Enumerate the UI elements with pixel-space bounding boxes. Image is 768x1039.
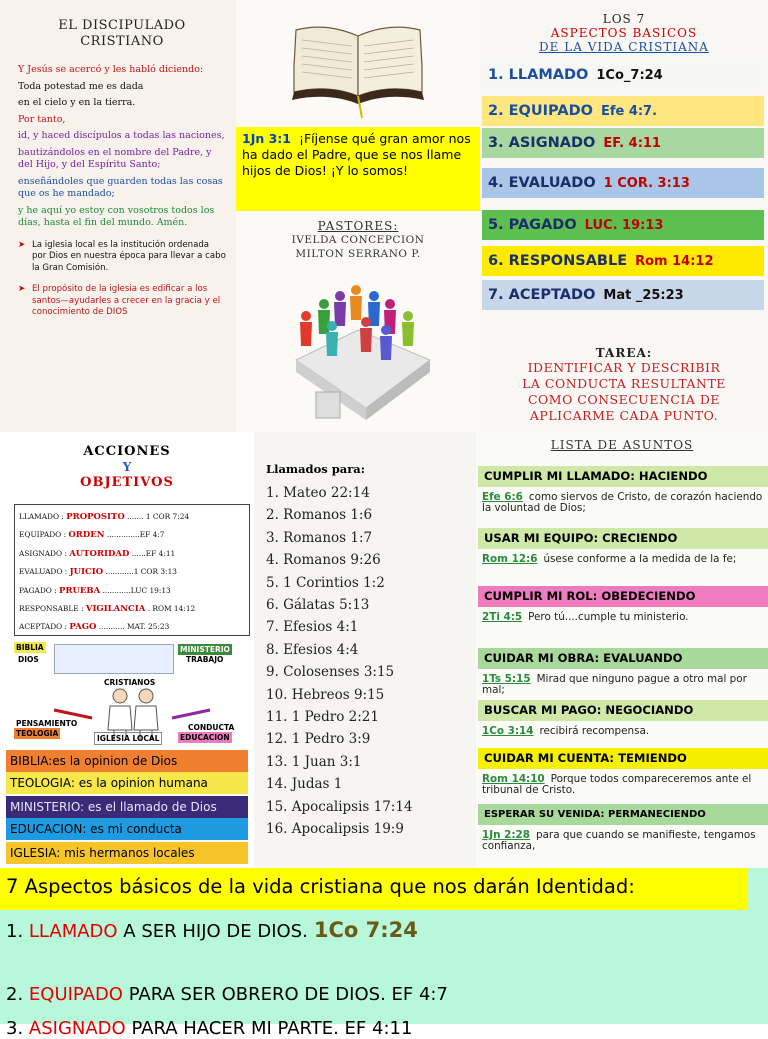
asunto-text: Pero tú....cumple tu ministerio.: [528, 611, 689, 623]
aspecto-item: [482, 168, 764, 198]
diagram-cristianos: CRISTIANOS: [104, 678, 156, 687]
person-figure-icon: [402, 311, 414, 346]
asunto-detail: [482, 554, 764, 565]
asunto-text: Mirad que ninguno pague a otro mal por mal;: [482, 673, 747, 696]
objetivo-name: AUTORIDAD: [69, 548, 130, 559]
asunto-text: úsese conforme a la medida de la fe;: [543, 553, 737, 565]
verse-text: ¡Fíjense qué gran amor nos ha dado el Padre, que se nos llame hijos de Dios! ¡Y lo somos!: [242, 131, 471, 178]
aspecto-item: [482, 60, 764, 90]
pastores-label: PASTORES:: [317, 219, 399, 233]
aspectos-subtitle: ASPECTOS BASICOS: [550, 26, 698, 40]
llamado-reference: 5. 1 Corintios 1:2: [266, 574, 385, 591]
identidad-section: [0, 868, 768, 1039]
aspecto-name: 2. EQUIPADO: [488, 103, 593, 119]
definition-band: TEOLOGIA: es la opinion humana: [6, 772, 248, 794]
identidad-text: PARA SER OBRERO DE DIOS. EF 4:7: [122, 984, 448, 1005]
verse-line: Toda potestad me es dada: [18, 80, 144, 92]
identidad-text: PARA HACER MI PARTE. EF 4:11: [125, 1018, 413, 1039]
asuntos-title: LISTA DE ASUNTOS: [550, 438, 694, 452]
aspectos-title: LOS 7: [602, 12, 646, 26]
asunto-reference: Rom 14:10: [482, 773, 545, 785]
aspecto-name: 1. LLAMADO: [488, 67, 589, 83]
accion-row: [19, 526, 245, 544]
verse-line: id, y haced discípulos a todas las naciones,: [18, 130, 225, 141]
identidad-number: 2.: [6, 984, 29, 1005]
bullet-text: La iglesia local es la institución ordenada por Dios en nuestra época para llevar a cabo la Gran Comisión.: [32, 239, 226, 273]
verse-box: [236, 127, 480, 211]
asunto-text: recibirá recompensa.: [539, 725, 650, 737]
identidad-heading: 7 Aspectos básicos de la vida cristiana que nos darán Identidad:: [0, 868, 748, 910]
objetivos-title: OBJETIVOS: [80, 475, 174, 490]
aspecto-reference: Rom 14:12: [635, 253, 714, 269]
accion-row: [19, 545, 245, 563]
accion-reference: . ROM 14:12: [145, 604, 196, 614]
llamado-reference: 11. 1 Pedro 2:21: [266, 709, 379, 726]
llamado-reference: 16. Apocalipsis 19:9: [266, 821, 404, 838]
aspecto-reference: Mat _25:23: [603, 287, 684, 303]
asunto-reference: 1Co 3:14: [482, 725, 534, 737]
verse-line: bautizándolos en el nombre del Padre, y del Hijo, y del Espíritu Santo;: [18, 146, 212, 170]
identidad-keyword: EQUIPADO: [28, 984, 123, 1005]
person-figure-icon: [300, 311, 312, 346]
objetivo-name: PRUEBA: [59, 585, 101, 596]
identidad-number: 1.: [6, 921, 29, 942]
objetivo-name: ORDEN: [68, 530, 105, 541]
asunto-heading: USAR MI EQUIPO: CRECIENDO: [478, 528, 768, 549]
acciones-title: ACCIONES: [83, 444, 171, 459]
person-figure-icon: [326, 321, 338, 356]
arrow-bullet-icon: ➤: [18, 239, 26, 250]
diagram-trabajo: TRABAJO: [186, 655, 224, 664]
llamado-reference: 14. Judas 1: [266, 776, 343, 793]
asunto-heading: CUMPLIR MI ROL: OBEDECIENDO: [478, 586, 768, 607]
diagram-ministerio: MINISTERIO: [180, 645, 230, 654]
asunto-heading: CUIDAR MI OBRA: EVALUANDO: [478, 648, 768, 669]
asunto-text: Porque todos compareceremos ante el tribunal de Cristo.: [482, 773, 752, 796]
accion-name: ASIGNADO :: [19, 548, 70, 558]
aspecto-item: [482, 280, 764, 310]
objetivo-name: PROPOSITO: [66, 512, 125, 522]
person-figure-icon: [334, 291, 346, 326]
accion-name: PAGADO :: [19, 585, 60, 595]
identidad-keyword: LLAMADO: [28, 921, 118, 942]
accion-name: RESPONSABLE :: [19, 604, 86, 614]
identidad-line: [6, 984, 448, 1005]
asunto-heading: BUSCAR MI PAGO: NEGOCIANDO: [478, 700, 768, 721]
identidad-line: [6, 918, 418, 942]
diagram-iglesia-local: IGLESIA LOCAL: [94, 732, 162, 745]
llamados-list: [266, 482, 476, 841]
aspecto-reference: 1Co_7:24: [596, 67, 663, 83]
accion-reference: ....... 1 COR 7:24: [124, 512, 190, 521]
asunto-detail: [482, 830, 764, 852]
definition-band: IGLESIA: mis hermanos locales: [6, 842, 248, 864]
diagram-biblia: BIBLIA: [16, 643, 44, 652]
aspecto-item: [482, 96, 764, 126]
person-figure-icon: [350, 285, 362, 320]
asunto-reference: Rom 12:6: [482, 553, 538, 565]
aspecto-name: 7. ACEPTADO: [488, 287, 596, 303]
bullet-item: [18, 284, 226, 319]
verse-line: en el cielo y en la tierra.: [18, 97, 136, 108]
definition-band: BIBLIA:es la opinion de Dios: [6, 750, 248, 772]
accion-row: [19, 582, 245, 600]
asunto-heading: CUIDAR MI CUENTA: TEMIENDO: [478, 748, 768, 769]
accion-reference: ......EF 4:11: [129, 548, 176, 558]
asunto-detail: [482, 774, 764, 796]
accion-row: [19, 508, 245, 526]
accion-reference: ............LUC 19:13: [100, 585, 171, 595]
objetivo-name: JUICIO: [69, 567, 104, 578]
diagram-dios: DIOS: [18, 655, 39, 664]
asunto-heading: CUMPLIR MI LLAMADO: HACIENDO: [478, 466, 768, 487]
llamado-reference: 3. Romanos 1:7: [266, 529, 373, 546]
aspectos-panel: [480, 0, 768, 432]
aspecto-item: [482, 128, 764, 158]
asunto-detail: [482, 674, 764, 696]
accion-reference: ............1 COR 3:13: [103, 567, 177, 577]
verse-reference: 1Jn 3:1: [242, 131, 291, 146]
open-bible-icon: [236, 0, 480, 124]
accion-reference: ..............EF 4:7: [104, 530, 165, 540]
tarea-block: [480, 346, 768, 424]
diagram-pensamiento: PENSAMIENTO: [16, 719, 78, 728]
llamado-reference: 2. Romanos 1:6: [266, 507, 373, 524]
accion-name: EQUIPADO :: [19, 530, 69, 540]
llamado-reference: 10. Hebreos 9:15: [266, 686, 385, 703]
aspecto-reference: Efe 4:7.: [600, 103, 658, 119]
asunto-reference: 1Jn 2:28: [482, 829, 530, 841]
identidad-reference: 1Co 7:24: [313, 918, 418, 942]
identidad-keyword: ASIGNADO: [28, 1018, 126, 1039]
aspecto-reference: EF. 4:11: [603, 135, 661, 151]
verse-line: Y Jesús se acercó y les habló diciendo:: [18, 64, 204, 75]
great-commission-text: [18, 64, 226, 230]
aspecto-name: 6. RESPONSABLE: [488, 253, 628, 269]
aspecto-name: 3. ASIGNADO: [488, 135, 596, 151]
church-purpose-list: [18, 240, 226, 319]
accion-row: [19, 563, 245, 581]
tarea-line: IDENTIFICAR Y DESCRIBIR: [527, 360, 721, 375]
asunto-heading: ESPERAR SU VENIDA: PERMANECIENDO: [478, 804, 768, 825]
asunto-reference: 2Ti 4:5: [482, 611, 523, 623]
accion-reference: ........... MAT. 25:23: [96, 622, 170, 632]
verse-line: y he aquí yo estoy con vosotros todos los días, hasta el fin del mundo. Amén.: [18, 204, 215, 228]
discipulado-title: EL DISCIPULADO CRISTIANO: [58, 18, 186, 49]
aspecto-name: 4. EVALUADO: [488, 175, 596, 191]
llamado-reference: 1. Mateo 22:14: [266, 485, 370, 501]
asunto-detail: [482, 612, 764, 623]
acciones-title-y: Y: [122, 460, 132, 474]
tarea-label: TAREA:: [595, 346, 653, 360]
accion-row: [19, 600, 245, 618]
asunto-reference: 1Ts 5:15: [482, 673, 531, 685]
asunto-detail: [482, 726, 764, 737]
aspectos-subtitle-2: DE LA VIDA CRISTIANA: [539, 40, 709, 54]
llamado-reference: 6. Gálatas 5:13: [266, 597, 370, 614]
identidad-text: A SER HIJO DE DIOS.: [117, 921, 308, 942]
tarea-line: LA CONDUCTA RESULTANTE: [522, 376, 726, 391]
llamados-title: Llamados para:: [266, 462, 365, 476]
llamado-reference: 13. 1 Juan 3:1: [266, 753, 362, 770]
acciones-table: [14, 504, 250, 636]
arrow-bullet-icon: ➤: [18, 284, 26, 294]
accion-name: LLAMADO :: [19, 512, 67, 521]
tarea-text: [480, 360, 768, 424]
aspecto-name: 5. PAGADO: [488, 217, 577, 233]
discipulado-panel: [0, 0, 236, 432]
objetivo-name: PAGO: [69, 622, 97, 633]
llamado-reference: 15. Apocalipsis 17:14: [266, 798, 413, 815]
objetivo-name: VIGILANCIA: [85, 604, 146, 615]
identidad-line: [6, 1018, 412, 1039]
verse-line: Por tanto,: [18, 113, 66, 125]
verse-line: enseñándoles que guarden todas las cosas que os he mandado;: [18, 175, 223, 199]
tarea-line: APLICARME CADA PUNTO.: [529, 408, 719, 423]
identidad-number: 3.: [6, 1018, 29, 1039]
bullet-text: El propósito de la iglesia es edificar a los santos—ayudarles a crecer en la gracia y el conocimiento de DIOS: [32, 284, 221, 317]
accion-name: ACEPTADO :: [19, 622, 70, 632]
llamados-panel: [254, 432, 476, 868]
person-figure-icon: [360, 317, 372, 352]
accion-name: EVALUADO :: [19, 567, 70, 577]
diagram-teologia: TEOLOGIA: [16, 729, 59, 738]
diagram-educacion: EDUCACION: [180, 733, 230, 742]
iglesia-diagram: [14, 640, 250, 746]
definition-band: EDUCACION: es mi conducta: [6, 818, 248, 840]
aspecto-item: [482, 246, 764, 276]
aspecto-reference: 1 COR. 3:13: [603, 175, 690, 191]
llamado-reference: 9. Colosenses 3:15: [266, 664, 395, 681]
llamado-reference: 7. Efesios 4:1: [266, 619, 359, 636]
llamado-reference: 12. 1 Pedro 3:9: [266, 731, 371, 748]
asunto-detail: [482, 492, 764, 514]
people-puzzle-icon: [236, 280, 480, 430]
asunto-reference: Efe 6:6: [482, 491, 523, 503]
llamado-reference: 8. Efesios 4:4: [266, 641, 359, 658]
acciones-panel: [0, 432, 254, 868]
pastor-name: IVELDA CONCEPCION: [291, 234, 425, 246]
person-figure-icon: [380, 325, 392, 360]
accion-row: [19, 618, 245, 636]
tarea-line: COMO CONSECUENCIA DE: [527, 392, 721, 407]
diagram-conducta: CONDUCTA: [188, 723, 235, 732]
llamado-reference: 4. Romanos 9:26: [266, 552, 381, 569]
definition-band: MINISTERIO: es el llamado de Dios: [6, 796, 248, 818]
pastores-block: [236, 219, 480, 261]
asunto-text: como siervos de Cristo, de corazón haciendo la voluntad de Dios;: [482, 491, 763, 514]
asuntos-panel: [476, 432, 768, 868]
aspecto-item: [482, 210, 764, 240]
bullet-item: [18, 240, 226, 275]
bible-panel: [236, 0, 480, 432]
asunto-text: para que cuando se manifieste, tengamos confianza,: [482, 829, 756, 852]
pastor-name: MILTON SERRANO P.: [295, 248, 421, 260]
aspecto-reference: LUC. 19:13: [584, 217, 664, 233]
